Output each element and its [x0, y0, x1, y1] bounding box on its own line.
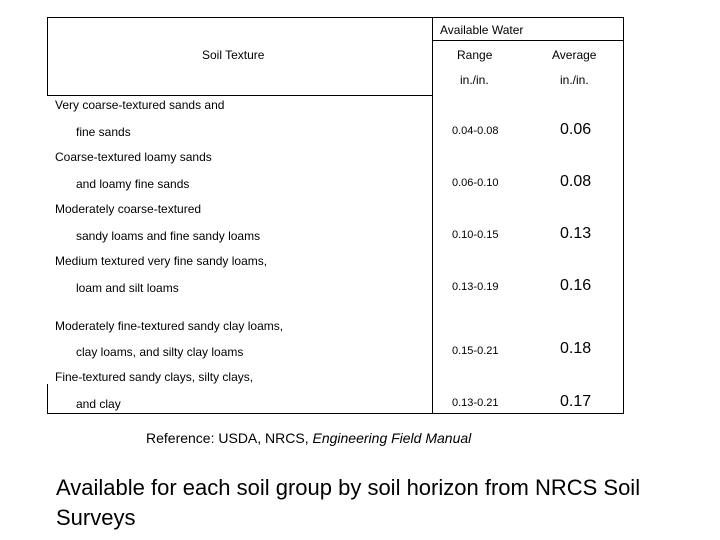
- average-value: 0.13: [560, 225, 592, 242]
- range-value: 0.13-0.19: [452, 281, 499, 293]
- soil-texture-line2: and loamy fine sands: [76, 177, 190, 191]
- range-value: 0.04-0.08: [452, 125, 499, 137]
- header-average-unit: in./in.: [560, 73, 589, 87]
- table-top-border: [47, 17, 624, 18]
- table-bottom-border: [47, 413, 624, 414]
- table-right-border: [623, 17, 624, 414]
- table-left-border-top: [47, 17, 48, 96]
- soil-texture-line1: Fine-textured sandy clays, silty clays,: [55, 370, 254, 384]
- reference-prefix: Reference: USDA, NRCS,: [146, 430, 313, 446]
- slide-caption: Available for each soil group by soil horizon from NRCS Soil Surveys: [56, 475, 641, 530]
- range-value: 0.10-0.15: [452, 229, 499, 241]
- header-available-water: Available Water: [440, 23, 524, 37]
- soil-texture-line2: sandy loams and fine sandy loams: [76, 229, 261, 243]
- soil-texture-line2: loam and silt loams: [76, 281, 179, 295]
- header-soil-texture: Soil Texture: [202, 48, 265, 62]
- soil-texture-line1: Medium textured very fine sandy loams,: [55, 254, 268, 268]
- range-value: 0.15-0.21: [452, 345, 499, 357]
- average-value: 0.16: [560, 277, 592, 294]
- soil-texture-line1: Moderately fine-textured sandy clay loams,: [55, 319, 284, 333]
- header-average: Average: [552, 48, 597, 62]
- reference-title: Engineering Field Manual: [312, 430, 472, 446]
- average-value: 0.06: [560, 121, 592, 138]
- header-range: Range: [457, 48, 493, 62]
- average-value: 0.08: [560, 173, 592, 190]
- average-value: 0.17: [560, 393, 592, 410]
- soil-texture-line2: clay loams, and silty clay loams: [76, 345, 244, 359]
- reference-note: [146, 430, 471, 446]
- soil-texture-line2: fine sands: [76, 125, 131, 139]
- soil-texture-line1: Moderately coarse-textured: [55, 202, 202, 216]
- header-range-unit: in./in.: [460, 73, 489, 87]
- table-left-border-bottom: [47, 384, 48, 414]
- range-value: 0.13-0.21: [452, 397, 499, 409]
- soil-texture-line2: and clay: [76, 397, 121, 411]
- soil-texture-line1: Very coarse-textured sands and: [55, 98, 225, 112]
- available-water-underline: [433, 40, 624, 41]
- column-divider: [432, 17, 433, 414]
- header-divider-left: [47, 95, 433, 96]
- soil-texture-line1: Coarse-textured loamy sands: [55, 150, 212, 164]
- range-value: 0.06-0.10: [452, 177, 499, 189]
- average-value: 0.18: [560, 340, 592, 357]
